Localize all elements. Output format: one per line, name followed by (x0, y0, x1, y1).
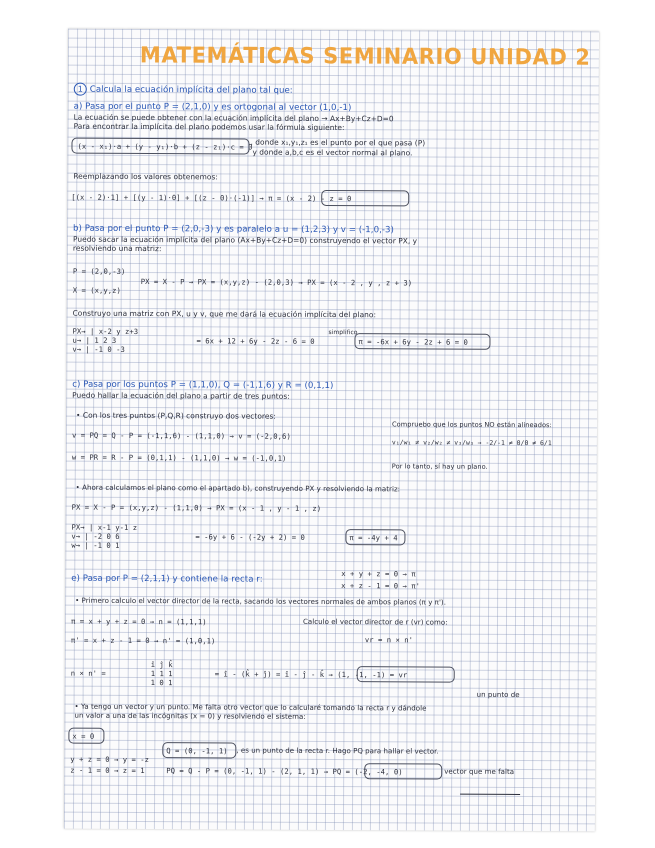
part-a-label: a) Pasa por el punto P = (2,1,0) y es ortogonal al vector (1,0,-1) (73, 101, 352, 114)
x-equals-zero: x = 0 (72, 731, 95, 741)
question-heading (74, 83, 293, 97)
cross-product-result: = î - (k̂ + ĵ) = î - ĵ - k̂ → (1, -1, -1) = vr (214, 669, 408, 680)
normal-n2-definition: π' = x + z - 1 = 0 → n' = (1,0,1) (70, 635, 216, 646)
part-a-line2: Para encontrar la implícita del plano podemos usar la fórmula siguiente: (73, 121, 345, 133)
question-number: 1 (74, 83, 87, 96)
vector-v-definition: v = PQ = Q - P = (-1,1,6) - (1,1,0) → v = (-2,0,6) (71, 430, 291, 441)
cross-product-lhs: n × n' = (70, 668, 106, 678)
vector-pq-note: vector que me falta (444, 767, 515, 776)
part-a-line1: La ecuación se puede obtener con la ecuación implícita del plano → Ax+By+Cz+D=0 (73, 112, 394, 124)
part-b-label: b) Pasa por el punto P = (2,0,-3) y es paralelo a u = (1,2,3) y v = (-1,0,-3) (73, 223, 394, 236)
formula-box (71, 138, 249, 155)
matrix-b-result: = 6x + 12 + 6y - 2z - 6 = 0 (196, 336, 315, 346)
system-eq-a: y + z = 0 → y = -z (70, 754, 150, 765)
matrix-b-row2: u→ | 1 2 3 (72, 335, 117, 345)
line-system-eq2: x + z - 1 = 0 → π' (341, 581, 421, 591)
part-e-bullet1: • Primero calculo el vector director de la recta, sacando los vectores normales de ambos planos (π y π'). (75, 596, 447, 607)
page-title: MATEMÁTICAS SEMINARIO UNIDAD 2 (139, 42, 591, 70)
vector-px-c: PX = X - P = (x,y,z) - (1,1,0) → PX = (x - 1 , y - 1 , z) (71, 502, 322, 513)
simplify-note: simplifico (328, 328, 358, 337)
part-c-bullet1: • Con los tres puntos (P,Q,R) construyo dos vectores: (76, 410, 276, 421)
notebook-page (64, 29, 599, 832)
vector-pq-box (364, 763, 442, 779)
point-q-box (162, 742, 236, 758)
part-e-bullet2a: • Ya tengo un vector y un punto. Me falta otro vector que lo calcularé tomando la recta r y dándole (74, 702, 427, 713)
alignment-check-conclusion: Por lo tanto, sí hay un plano. (391, 462, 488, 471)
substitution-result: [(x - 2)·1] + [(y - 1)·0] + [(z - 0)·(-1)] → π = (x - 2) - z = 0 (71, 192, 352, 204)
part-e-label: e) Pasa por P = (2,1,1) y contiene la recta r: (71, 573, 263, 585)
matrix-b-row3: v→ | -1 0 -3 (72, 344, 125, 354)
result-c: π = -4y + 4 (349, 533, 398, 543)
result-b: π = -6x + 6y - 2z + 6 = 0 (358, 337, 468, 347)
matrix-c-result: = -6y + 6 - (-2y + 2) = 0 (195, 532, 305, 542)
matrix-label-b: Construyo una matriz con PX, u y v, que me dará la ecuación implícita del plano: (72, 308, 377, 320)
director-vector-formula: vr = n × n' (364, 635, 414, 645)
point-q-note: , es un punto de la recta r. Hago PQ para hallar el vector. (236, 746, 439, 756)
plane-formula: (x - x₁)·a + (y - y₁)·b + (z - z₁)·c = 0 (77, 141, 253, 152)
matrix-c-row3: w→ | -1 0 1 (71, 540, 120, 550)
matrix-c-row2: v→ | -2 0 6 (71, 531, 120, 541)
part-c-bullet2: • Ahora calculamos el plano como el apartado b), construyendo PX y resolviendo la matriz: (75, 483, 401, 494)
vector-w-definition: w = PR = R - P = (0,1,1) - (1,1,0) → w = (-1,0,1) (71, 452, 287, 463)
vector-px-b: PX = X - P → PX = (x,y,z) - (2,0,3) → PX = (x - 2 , y , z + 3) (140, 276, 413, 288)
cross-matrix-row2: 1 1 1 (150, 669, 173, 679)
part-e-bullet2b: un valor a una de las incógnitas (x = 0) y resolviendo el sistema: (74, 711, 306, 721)
continuation-arrow (460, 794, 520, 795)
system-eq-b: z - 1 = 0 → z = 1 (70, 765, 145, 776)
point-q: Q = (0, -1, 1) (166, 746, 228, 756)
part-c-line1: Puedo hallar la ecuación del plano a partir de tres puntos: (72, 390, 290, 401)
alignment-check-ratios: v₁/w₁ ≠ v₂/w₂ ≠ v₃/w₃ → -2/-1 ≠ 0/0 ≠ 6/1 (391, 438, 552, 448)
point-x-definition: X = (x,y,z) (72, 285, 121, 295)
side-note: un punto de (476, 690, 520, 699)
substitution-label: Reemplazando los valores obtenemos: (73, 171, 218, 182)
question-heading-text: Calcula la ecuación implícita del plano tal que: (89, 84, 293, 96)
matrix-b-row1: PX→ | x-2 y z+3 (72, 326, 139, 336)
formula-note1: , donde x₁,y₁,z₁ es el punto por el que pasa (P) (250, 137, 426, 148)
normal-n-definition: π = x + y + z = 0 → n = (1,1,1) (70, 616, 207, 627)
line-system-eq1: x + y + z = 0 → π (341, 569, 416, 579)
cross-matrix-row1: î ĵ k̂ (150, 660, 173, 670)
vector-pq: PQ = Q - P = (0, -1, 1) - (2, 1, 1) → PQ = (-2, -4, 0) (166, 766, 403, 777)
director-vector-label: Calculo el vector director de r (vr) como: (302, 617, 448, 627)
x-zero-box (68, 728, 104, 744)
cross-matrix-row3: 1 0 1 (150, 678, 173, 688)
result-box-b (354, 333, 490, 350)
part-b-line2: resolviendo una matriz: (72, 243, 162, 254)
result-box-vr (357, 666, 455, 683)
result-box-c (345, 529, 405, 545)
point-p-definition: P = (2,0,-3) (72, 266, 126, 276)
matrix-c-row1: PX→ | x-1 y-1 z (71, 522, 138, 532)
part-c-label: c) Pasa por los puntos P = (1,1,0), Q = (-1,1,6) y R = (0,1,1) (72, 379, 334, 392)
formula-note2: y donde a,b,c es el vector normal al plano. (252, 147, 413, 158)
part-b-line1: Puedo sacar la ecuación implícita del plano (Ax+By+Cz+D=0) construyendo el vector PX, y (72, 234, 418, 246)
alignment-check-title: Compruebo que los puntos NO están alineados: (392, 420, 552, 430)
result-box-a (321, 190, 409, 206)
